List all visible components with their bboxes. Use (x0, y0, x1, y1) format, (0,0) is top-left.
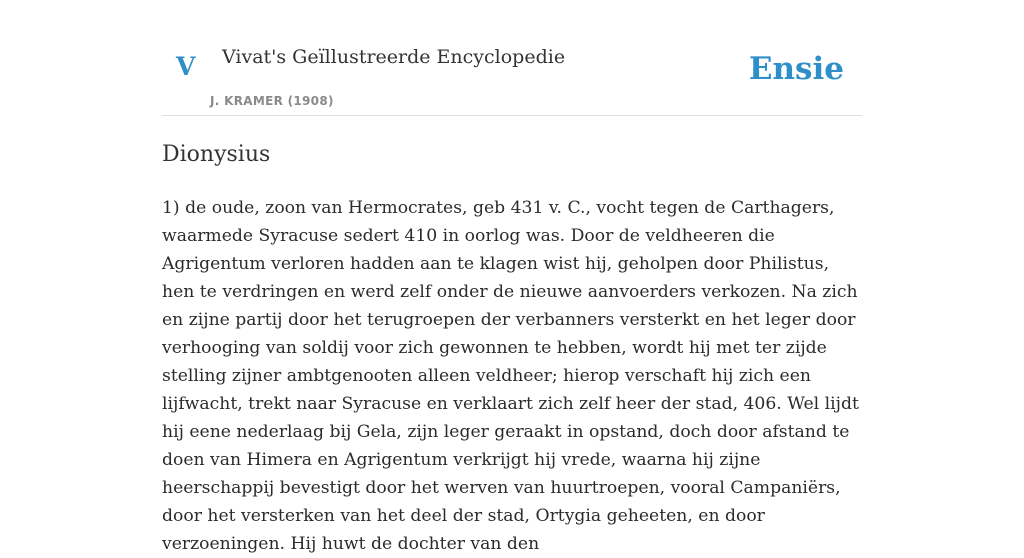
source-header (162, 0, 862, 116)
entry-title: Dionysius (162, 142, 271, 167)
source-title: Vivat's Geïllustreerde Encyclopedie (222, 46, 566, 68)
source-logo: V (176, 52, 196, 81)
entry-body: 1) de oude, zoon van Hermocrates, geb 431 v. C., vocht tegen de Carthagers, waarmede Syracuse sedert 410 in oorlog was. Door de veldheeren die Agrigentum verloren hadden aan te klagen wist hij, geholpen door Philistus, hen te verdringen en werd zelf onder de nieuwe aanvoerders verkozen. Na zich en zijne partij door het terugroepen der verbanners versterkt en het leger door verhooging van soldij voor zich gewonnen te hebben, wordt hij met ter zijde stelling zijner ambtgenooten alleen veldheer; hierop verschaft hij zich een lijfwacht, trekt naar Syracuse en verklaart zich zelf heer der stad, 406. Wel lijdt hij eene nederlaag bij Gela, zijn leger geraakt in opstand, doch door afstand te doen van Himera en Agrigentum verkrijgt hij vrede, waarna hij zijne heerschappij bevestigt door het werven van huurtroepen, vooral Campaniërs, door het versterken van het deel der stad, Ortygia geheeten, en door verzoeningen. Hij huwt de dochter van den (162, 198, 859, 554)
source-author: J. KRAMER (1908) (210, 94, 334, 108)
ensie-brand-logo[interactable]: Ensie (748, 51, 844, 87)
entry-content (162, 140, 862, 558)
